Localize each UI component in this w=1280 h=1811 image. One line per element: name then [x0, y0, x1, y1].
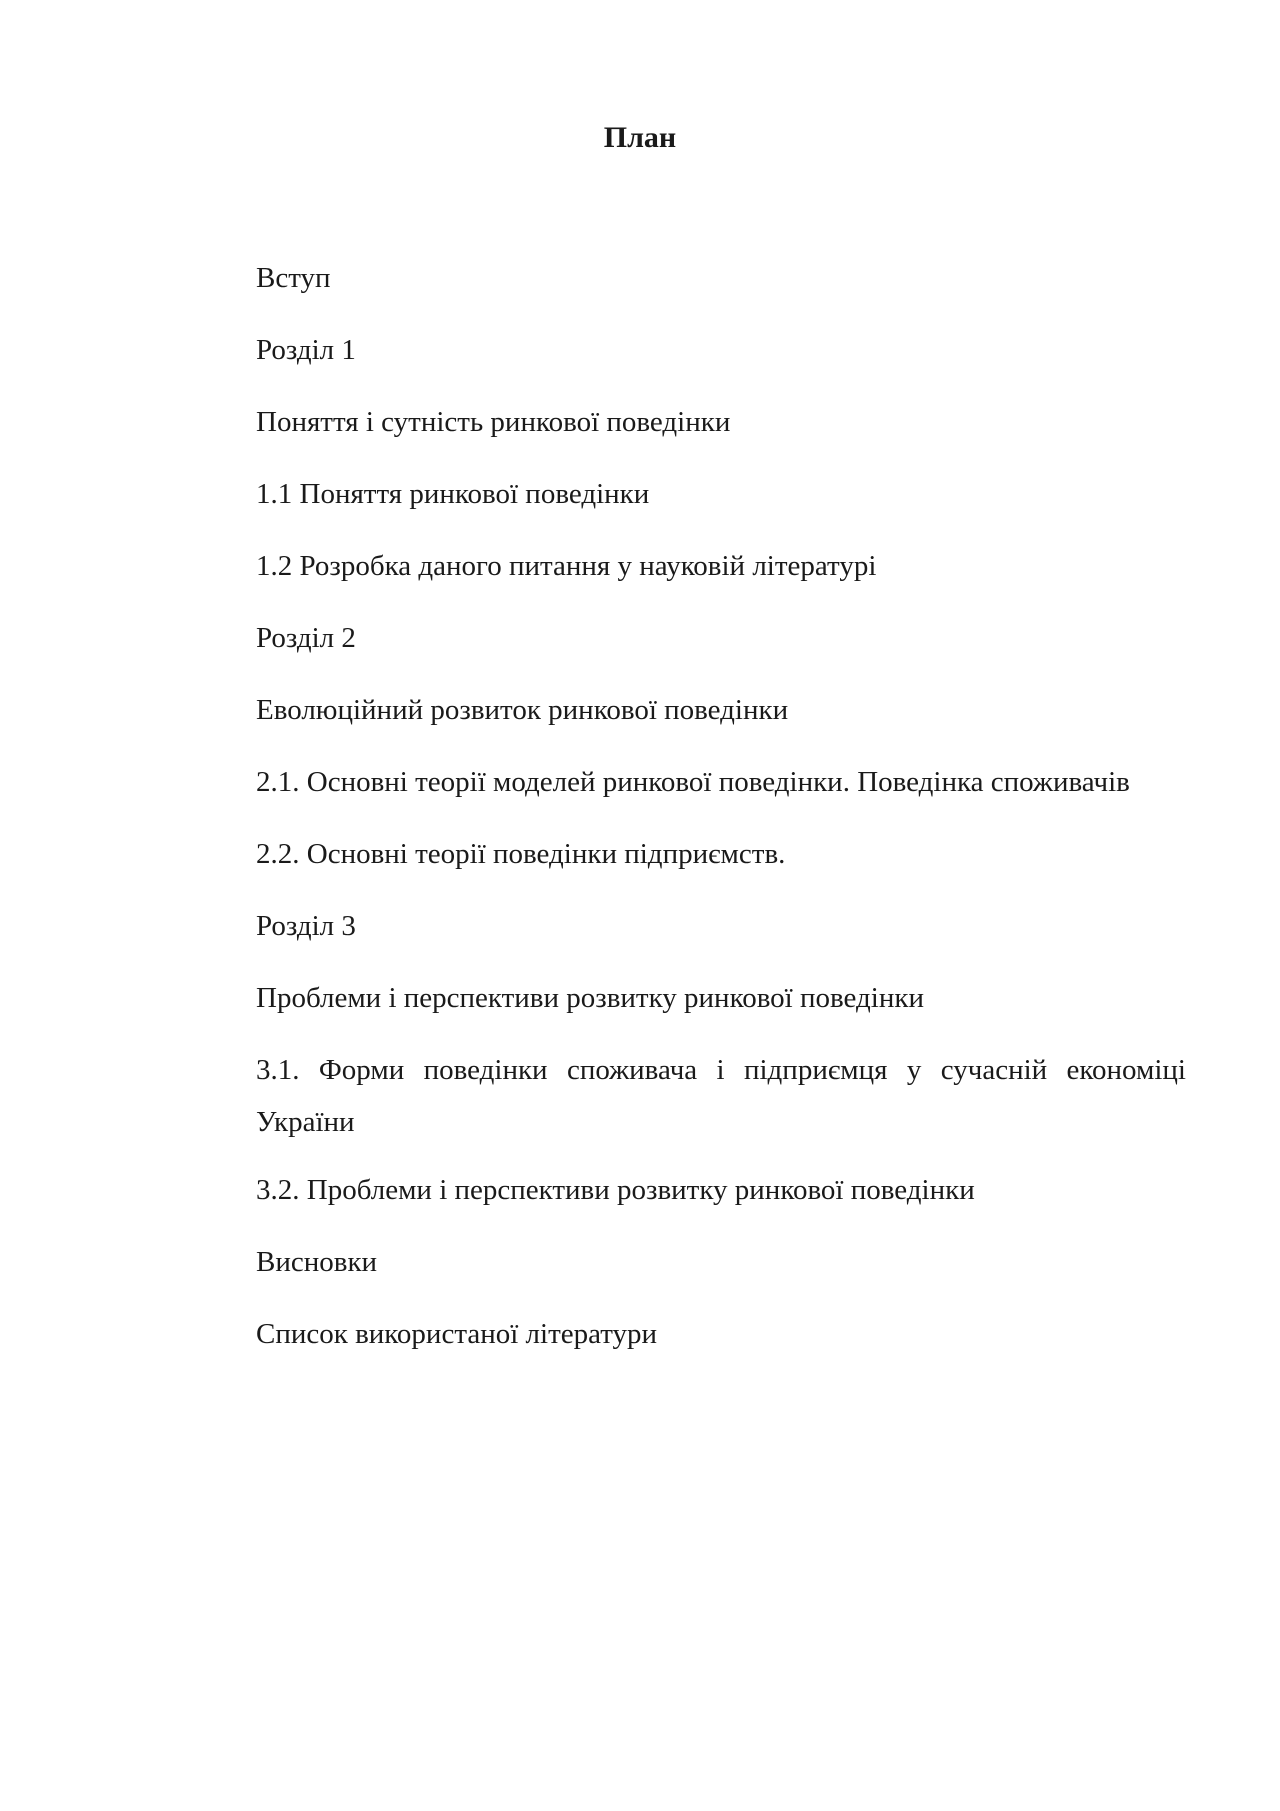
toc-item-1-2: 1.2 Розробка даного питання у науковій літературі [256, 550, 877, 582]
page-title: План [603, 121, 677, 154]
toc-item-section-2: Розділ 2 [256, 622, 356, 654]
table-of-contents [256, 252, 1186, 1380]
toc-item-section-1-title: Поняття і сутність ринкової поведінки [256, 406, 731, 438]
toc-item-section-3-title: Проблеми і перспективи розвитку ринкової поведінки [256, 982, 924, 1014]
toc-item-3-2: 3.2. Проблеми і перспективи розвитку ринкової поведінки [256, 1174, 975, 1206]
toc-item-2-2: 2.2. Основні теорії поведінки підприємств. [256, 838, 786, 870]
toc-item-section-2-title: Еволюційний розвиток ринкової поведінки [256, 694, 789, 726]
toc-item-1-1: 1.1 Поняття ринкової поведінки [256, 478, 650, 510]
toc-item-intro: Вступ [256, 262, 331, 294]
toc-item-section-3: Розділ 3 [256, 910, 356, 942]
toc-item-section-1: Розділ 1 [256, 334, 356, 366]
toc-item-references: Список використаної літератури [256, 1318, 658, 1350]
toc-item-3-1: 3.1. Форми поведінки споживача і підприємця у сучасній економіці України [256, 1054, 1186, 1138]
toc-item-2-1: 2.1. Основні теорії моделей ринкової поведінки. Поведінка споживачів [256, 766, 1130, 798]
toc-item-conclusions: Висновки [256, 1246, 378, 1278]
